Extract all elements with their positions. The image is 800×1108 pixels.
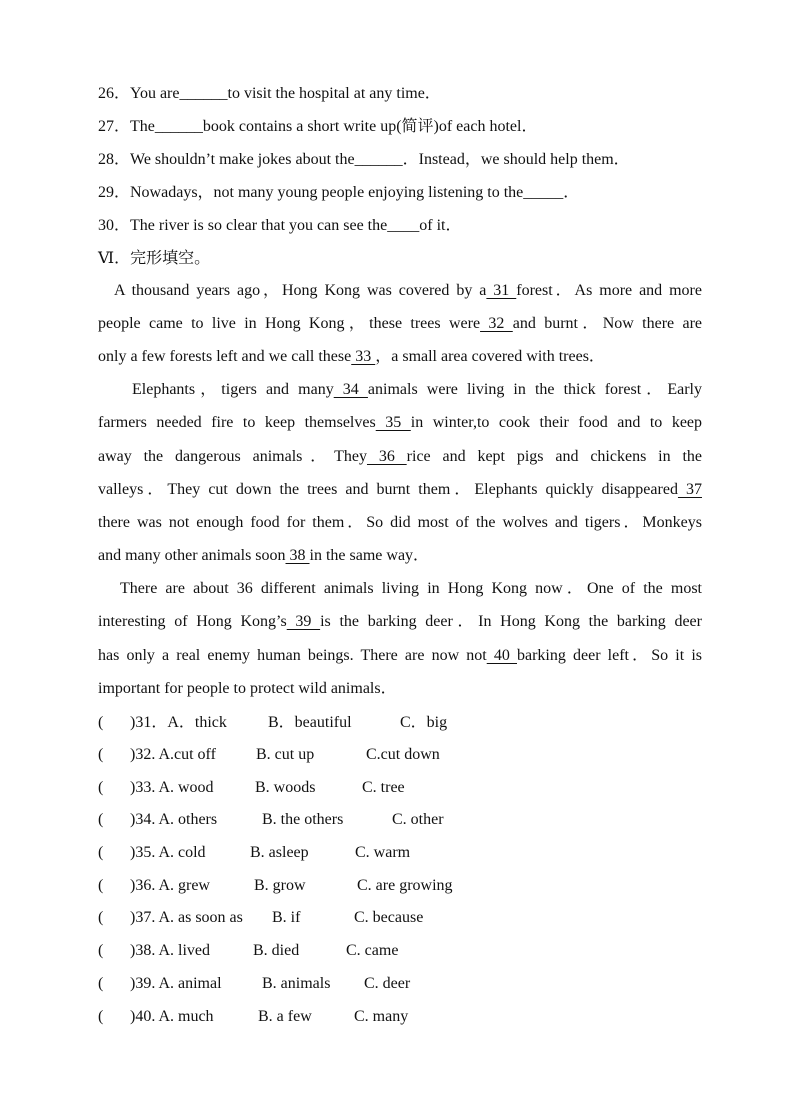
passage-text: important for people to protect wild animals． [98,680,397,697]
option-a[interactable]: )40. A. much [130,1008,214,1025]
cloze-blank[interactable]: 36 [366,448,407,465]
passage-line [98,347,605,367]
answer-paren[interactable]: ( [98,909,104,926]
exercise-text: 30．The river is so clear that you can see the [98,217,388,234]
cloze-blank[interactable]: 38 [285,547,310,564]
option-c[interactable]: C. are growing [357,877,453,894]
option-a[interactable]: )31．A．thick [130,714,227,731]
option-b[interactable]: B. grow [254,877,306,894]
option-b[interactable]: B. cut up [256,746,315,763]
passage-line [98,612,702,632]
option-b[interactable]: B. asleep [250,844,309,861]
exercise-text: 27．The [98,118,155,135]
passage-text: barking deer left．So it is [517,647,702,664]
option-a[interactable]: )33. A. wood [130,779,214,796]
answer-blank[interactable]: ______ [354,151,403,168]
passage-line [98,480,702,500]
cloze-blank[interactable]: 39 [286,613,321,630]
exercise-30 [98,216,461,236]
option-b[interactable]: B. the others [262,811,344,828]
cloze-blank[interactable]: 31 [486,282,517,299]
answer-paren[interactable]: ( [98,942,104,959]
answer-paren[interactable]: ( [98,714,104,731]
option-c[interactable]: C. because [354,909,424,926]
passage-line [98,546,429,566]
cloze-blank[interactable]: 40 [486,647,517,664]
exercise-text: ．Instead，we should help them． [402,151,630,168]
exercise-text: of it． [419,217,462,234]
cloze-blank[interactable]: 37 [677,481,702,498]
passage-text: is the barking deer．In Hong Kong the barking deer [320,613,702,630]
passage-text: and many other animals soon [98,547,286,564]
exercise-26 [98,84,441,104]
passage-text: There are about 36 different animals living in Hong Kong now．One of the most [120,580,702,597]
option-a[interactable]: )37. A. as soon as [130,909,243,926]
answer-paren[interactable]: ( [98,844,104,861]
passage-text: A thousand years ago，Hong Kong was covered by a [114,282,487,299]
passage-text: people came to live in Hong Kong，these trees were [98,315,481,332]
passage-text: animals were living in the thick forest．Early [367,381,702,398]
option-a[interactable]: )38. A. lived [130,942,210,959]
section-title: Ⅵ．完形填空。 [98,250,211,267]
passage-line [120,579,702,599]
answer-blank[interactable]: ______ [179,85,228,102]
option-c[interactable]: C.cut down [366,746,440,763]
answer-paren[interactable]: ( [98,1008,104,1025]
option-a[interactable]: )39. A. animal [130,975,222,992]
option-b[interactable]: B．beautiful [268,714,352,731]
exercise-text: to visit the hospital at any time． [227,85,441,102]
passage-text: farmers needed fire to keep themselves [98,414,376,431]
exercise-27 [98,117,537,137]
passage-text: valleys．They cut down the trees and burnt them．Elephants quickly disappeared [98,481,678,498]
passage-text: there was not enough food for them．So did most of the wolves and tigers．Monkeys [98,514,702,531]
exercise-text: 28．We shouldn’t make jokes about the [98,151,355,168]
exercise-29 [98,183,579,203]
passage-text: Elephants，tigers and many [132,381,334,398]
passage-line [132,380,702,400]
option-c[interactable]: C. tree [362,779,405,796]
passage-text: away the dangerous animals．They [98,448,367,465]
option-c[interactable]: C. warm [355,844,411,861]
exercise-text: ． [563,184,580,201]
option-c[interactable]: C. deer [364,975,411,992]
passage-text: rice and kept pigs and chickens in the [406,448,702,465]
passage-text: in winter,to cook their food and to keep [410,414,703,431]
passage-text: and burnt．Now there are [512,315,703,332]
option-c[interactable]: C. other [392,811,444,828]
option-a[interactable]: )36. A. grew [130,877,210,894]
passage-line [98,679,397,699]
option-b[interactable]: B. woods [255,779,316,796]
answer-paren[interactable]: ( [98,746,104,763]
answer-blank[interactable]: _____ [523,184,564,201]
answer-blank[interactable]: ______ [154,118,203,135]
passage-line [98,646,702,666]
option-a[interactable]: )34. A. others [130,811,218,828]
passage-text: has only a real enemy human beings. There are now not [98,647,487,664]
passage-line [98,447,702,467]
option-b[interactable]: B. animals [262,975,331,992]
passage-text: in the same way． [309,547,430,564]
passage-text: forest．As more and more [516,282,702,299]
answer-blank[interactable]: ____ [387,217,420,234]
option-c[interactable]: C. came [346,942,399,959]
option-a[interactable]: )35. A. cold [130,844,206,861]
passage-line [98,513,702,533]
cloze-blank[interactable]: 33 [351,348,376,365]
passage-text: interesting of Hong Kong’s [98,613,287,630]
answer-paren[interactable]: ( [98,779,104,796]
option-b[interactable]: B. a few [258,1008,312,1025]
option-a[interactable]: )32. A.cut off [130,746,216,763]
cloze-blank[interactable]: 32 [480,315,513,332]
option-c[interactable]: C. many [354,1008,409,1025]
option-c[interactable]: C．big [400,714,448,731]
exercise-28 [98,150,630,170]
passage-text: only a few forests left and we call these [98,348,352,365]
exercise-text: 29．Nowadays，not many young people enjoying listening to the [98,184,524,201]
passage-line [114,281,702,301]
answer-paren[interactable]: ( [98,811,104,828]
cloze-blank[interactable]: 35 [375,414,411,431]
option-b[interactable]: B. died [253,942,300,959]
exercise-text: book contains a short write up(简评)of each hotel． [202,118,538,135]
passage-text: ，a small area covered with trees． [375,348,605,365]
exercise-text: 26．You are [98,85,180,102]
answer-paren[interactable]: ( [98,877,104,894]
answer-paren[interactable]: ( [98,975,104,992]
option-b[interactable]: B. if [272,909,301,926]
passage-line [98,413,702,433]
passage-line [98,314,702,334]
cloze-blank[interactable]: 34 [333,381,368,398]
